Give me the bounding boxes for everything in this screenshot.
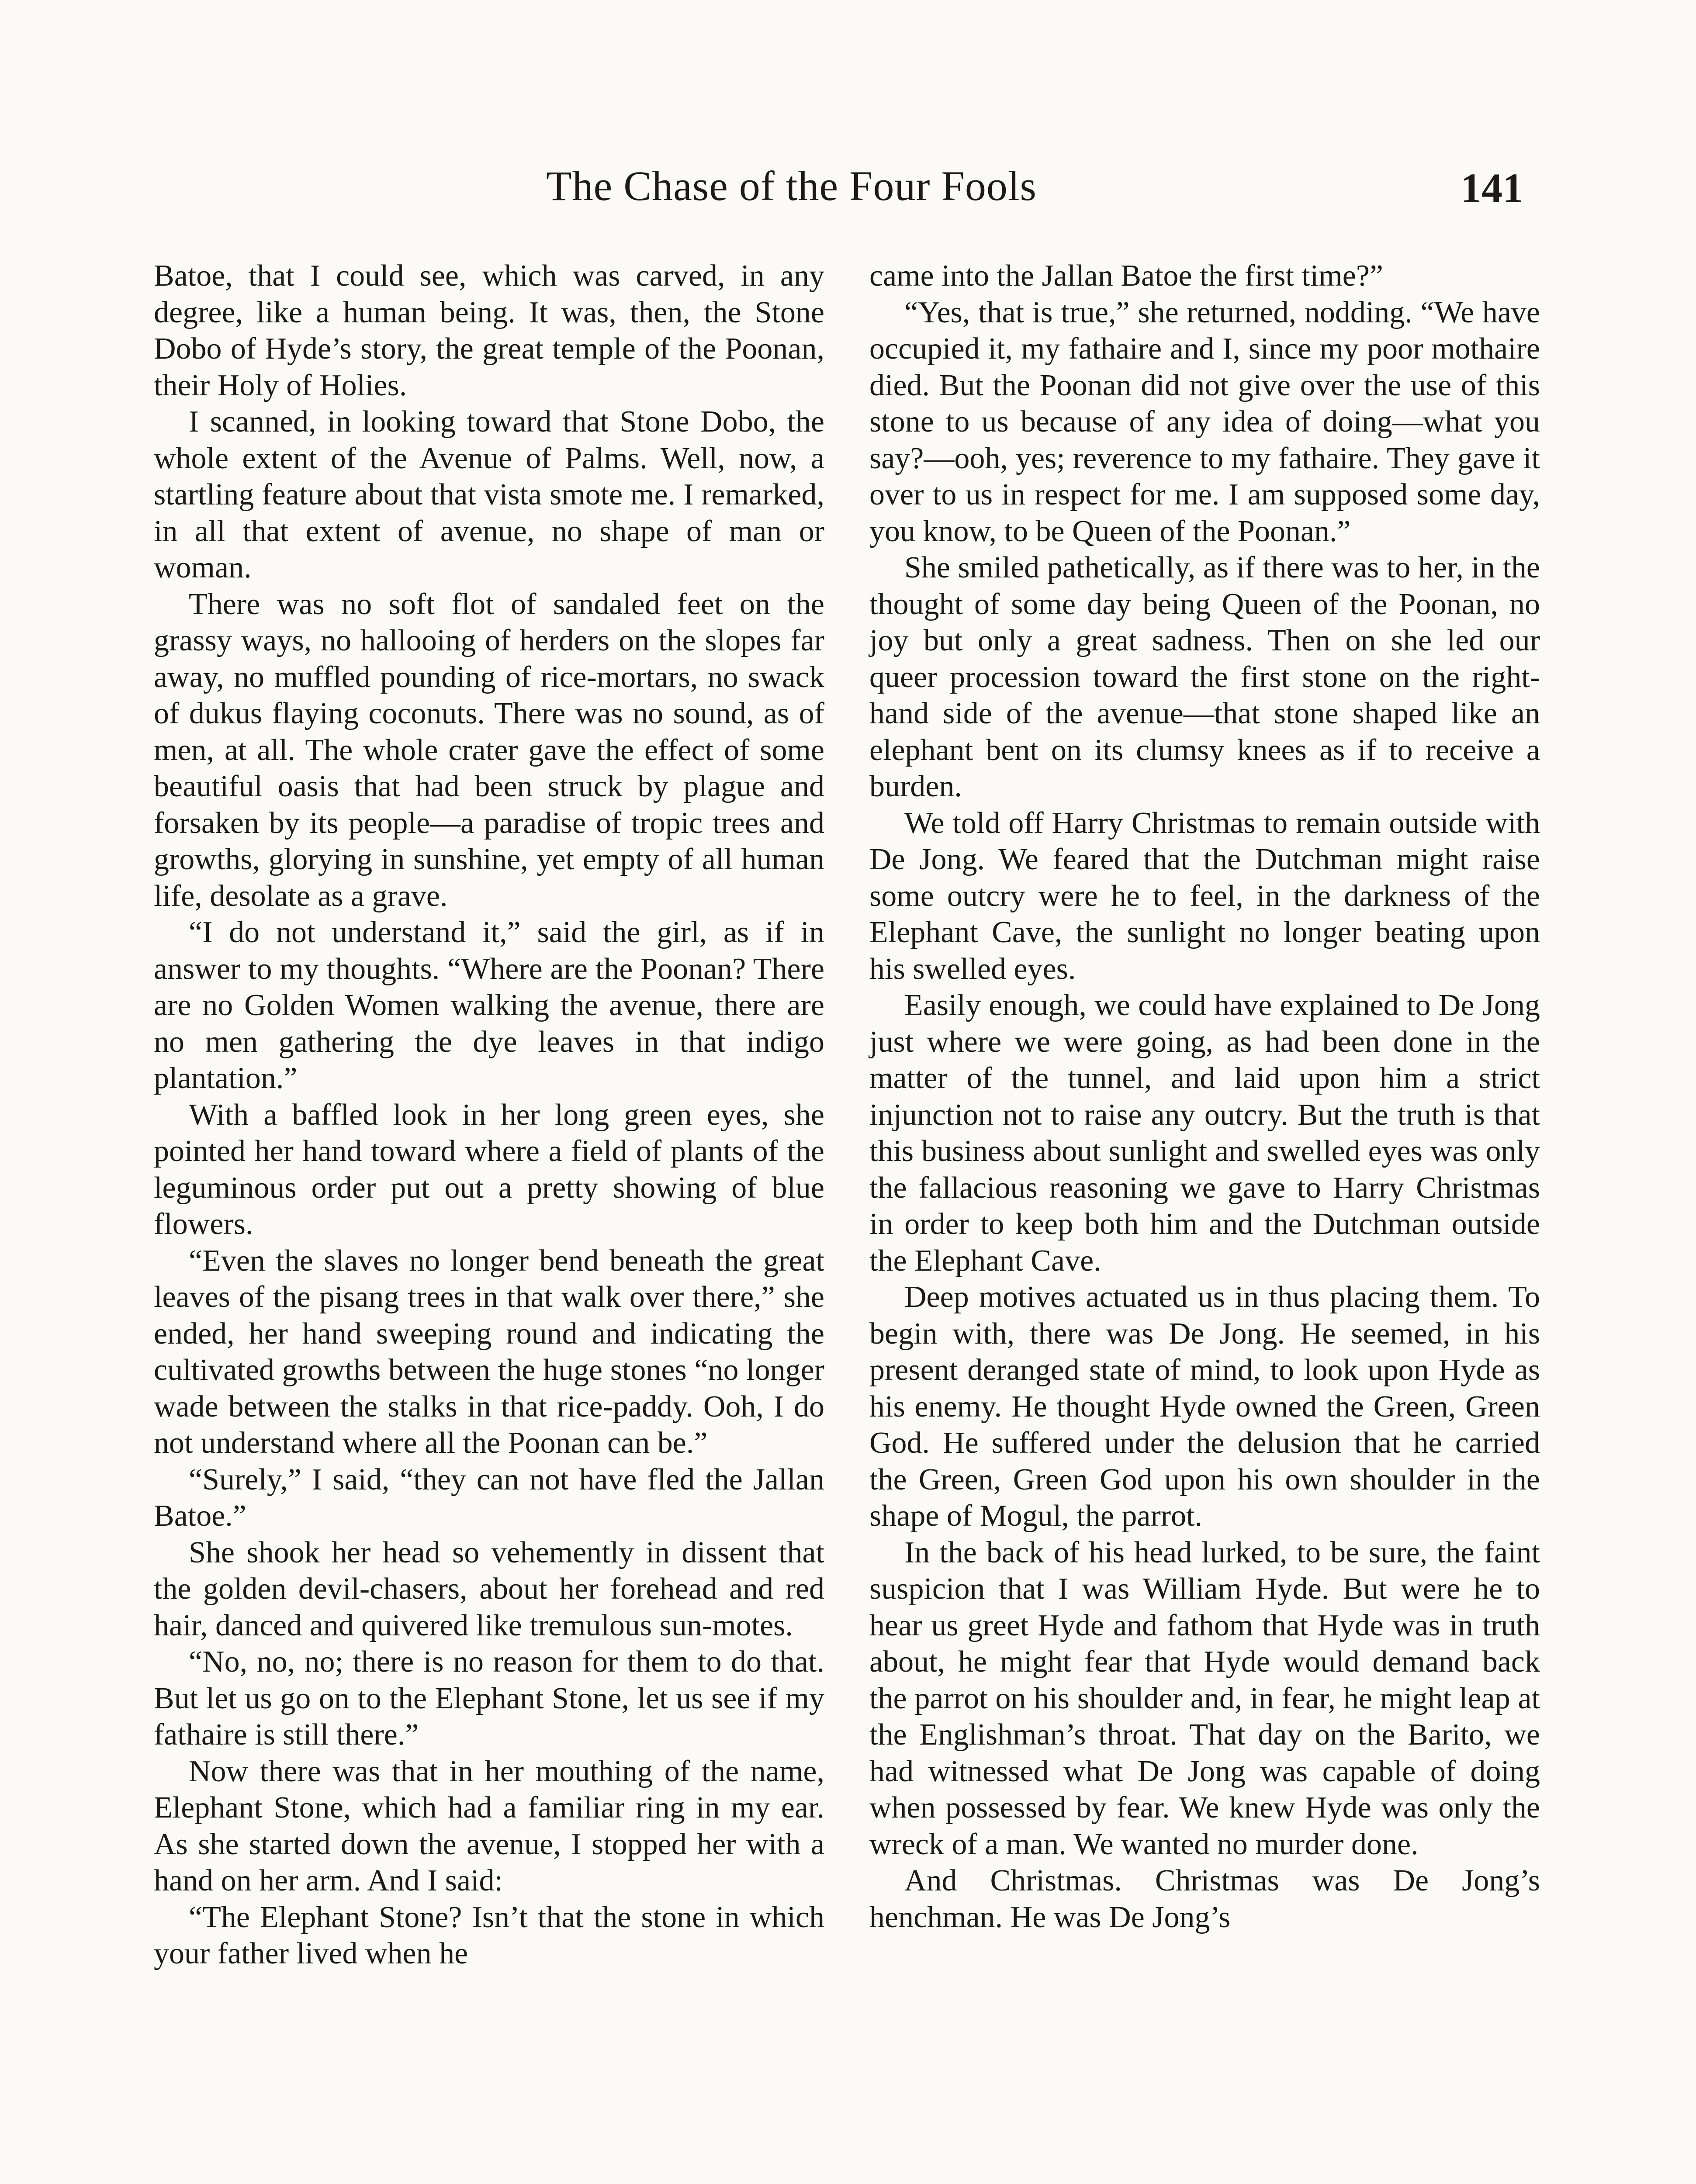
paragraph: “I do not understand it,” said the girl, as if in answer to my thoughts. “Where are the Poonan? There are no Golden Women walking the avenue, there are no men gathering the dye leaves in that indigo plantation.” xyxy=(154,916,824,1095)
paragraph: She shook her head so vehemently in dissent that the golden devil-chasers, about her forehead and red hair, danced and quivered like tremulous sun-motes. xyxy=(154,1535,824,1642)
paragraph: I scanned, in looking toward that Stone Dobo, the whole extent of the Avenue of Palms. Well, now, a startling feature about that vista smote me. I remarked, in all that extent of avenue, no shape of man or woman. xyxy=(154,405,824,584)
paragraph: “The Elephant Stone? Isn’t that the stone in which your father lived when he xyxy=(154,1900,824,1970)
paragraph: “No, no, no; there is no reason for them to do that. But let us go on to the Elephant Stone, let us see if my fathaire is still there.” xyxy=(154,1645,824,1752)
page-number: 141 xyxy=(1461,165,1523,211)
paragraph: came into the Jallan Batoe the first time?” xyxy=(869,259,1383,293)
paragraph: She smiled pathetically, as if there was to her, in the thought of some day being Queen of the Poonan, no joy but only a great sadness. Then on she led our queer procession toward the first stone on the right-hand side of the avenue—that stone shaped like an elephant bent on its clumsy knees as if to receive a burden. xyxy=(869,551,1540,803)
left-text-column xyxy=(154,258,824,1972)
paragraph: “Surely,” I said, “they can not have fled the Jallan Batoe.” xyxy=(154,1462,824,1533)
paragraph: Batoe, that I could see, which was carved, in any degree, like a human being. It was, then, the Stone Dobo of Hyde’s story, the great temple of the Poonan, their Holy of Holies. xyxy=(154,259,824,402)
paragraph: “Even the slaves no longer bend beneath the great leaves of the pisang trees in that walk over there,” she ended, her hand sweeping round and indicating the cultivated growths between the huge stones “no longer wade between the stalks in that rice-paddy. Ooh, I do not understand where all the Poonan can be.” xyxy=(154,1244,824,1460)
paragraph: We told off Harry Christmas to remain outside with De Jong. We feared that the Dutchman might raise some outcry were he to feel, in the darkness of the Elephant Cave, the sunlight no longer beating upon his swelled eyes. xyxy=(869,806,1540,986)
paragraph: Easily enough, we could have explained to De Jong just where we were going, as had been done in the matter of the tunnel, and laid upon him a strict injunction not to raise any outcry. But the truth is that this business about sunlight and swelled eyes was only the fallacious reasoning we gave to Harry Christmas in order to keep both him and the Dutchman outside the Elephant Cave. xyxy=(869,988,1540,1278)
running-title: The Chase of the Four Fools xyxy=(546,162,1037,209)
paragraph: “Yes, that is true,” she returned, nodding. “We have occupied it, my fathaire and I, since my poor mothaire died. But the Poonan did not give over the use of this stone to us because of any idea of doing—what you say?—ooh, yes; reverence to my fathaire. They gave it over to us in respect for me. I am supposed some day, you know, to be Queen of the Poonan.” xyxy=(869,295,1540,548)
paragraph: In the back of his head lurked, to be sure, the faint suspicion that I was William Hyde. But were he to hear us greet Hyde and fathom that Hyde was in truth about, he might fear that Hyde would demand back the parrot on his shoulder and, in fear, he might leap at the Englishman’s throat. That day on the Barito, we had witnessed what De Jong was capable of doing when possessed by fear. We knew Hyde was only the wreck of a man. We wanted no murder done. xyxy=(869,1535,1540,1861)
right-text-column xyxy=(869,258,1540,1935)
paragraph: Deep motives actuated us in thus placing them. To begin with, there was De Jong. He seemed, in his present deranged state of mind, to look upon Hyde as his enemy. He thought Hyde owned the Green, Green God. He suffered under the delusion that he carried the Green, Green God upon his own shoulder in the shape of Mogul, the parrot. xyxy=(869,1280,1540,1533)
paragraph: There was no soft flot of sandaled feet on the grassy ways, no hallooing of herders on the slopes far away, no muffled pounding of rice-mortars, no swack of dukus flaying coconuts. There was no sound, as of men, at all. The whole crater gave the effect of some beautiful oasis that had been struck by plague and forsaken by its people—a paradise of tropic trees and growths, glorying in sunshine, yet empty of all human life, desolate as a grave. xyxy=(154,587,824,913)
paragraph: And Christmas. Christmas was De Jong’s henchman. He was De Jong’s xyxy=(869,1864,1540,1934)
paragraph: Now there was that in her mouthing of the name, Elephant Stone, which had a familiar ring in my ear. As she started down the avenue, I stopped her with a hand on her arm. And I said: xyxy=(154,1754,824,1897)
paragraph: With a baffled look in her long green eyes, she pointed her hand toward where a field of plants of the leguminous order put out a pretty showing of blue flowers. xyxy=(154,1098,824,1241)
